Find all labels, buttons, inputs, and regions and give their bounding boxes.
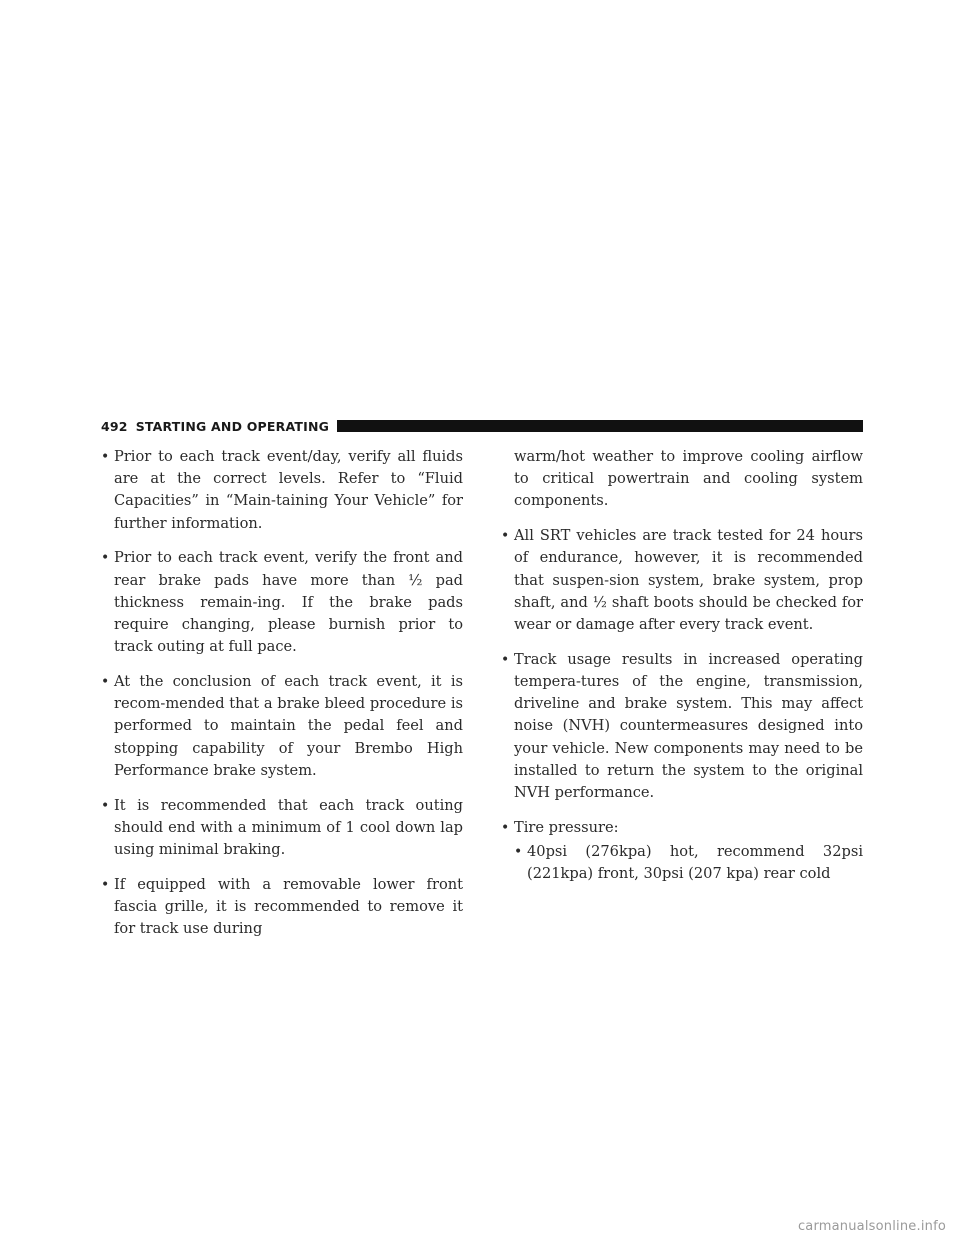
list-item-text: All SRT vehicles are track tested for 24 hours of endurance, however, it is recommended that suspen-sion system, brake system, prop shaft, and ½ shaft boots should be checked for wear or damage after every track event. [514, 527, 863, 634]
list-item-text: If equipped with a removable lower front fascia grille, it is recommended to remove it for track use during [114, 875, 463, 938]
bullet-icon: • [101, 797, 110, 814]
header-rule [337, 420, 863, 432]
list-item [501, 525, 863, 636]
bullet-icon: • [101, 449, 110, 465]
list-item-text: At the conclusion of each track event, it is recom-mended that a brake bleed procedure is performed to maintain the pedal feel and stopping capability of your Brembo High Performance brake system. [114, 673, 463, 779]
list-item-text: Track usage results in increased operating tempera-tures of the engine, transmission, driveline and brake system. This may affect noise (NVH) countermeasures designed into your vehicle. New components may need to be installed to return the system to the original NVH performance. [514, 650, 863, 802]
list-item-text: It is recommended that each track outing should end with a minimum of 1 cool down lap using minimal braking. [114, 796, 463, 859]
sub-list-item [501, 841, 863, 885]
bullet-icon: • [501, 528, 510, 545]
left-column [101, 446, 463, 953]
list-item-text: Prior to each track event, verify the front and rear brake pads have more than ½ pad thickness remain-ing. If the brake pads require changing, please burnish prior to track outing at full pace. [114, 549, 463, 656]
list-item [101, 795, 463, 862]
list-item-continuation: warm/hot weather to improve cooling airflow to critical powertrain and cooling system components. [514, 448, 863, 510]
list-item [501, 649, 863, 804]
sub-list-item-text: 40psi (276kpa) hot, recommend 32psi (221kpa) front, 30psi (207 kpa) rear cold [527, 843, 863, 883]
list-item-text: Tire pressure: [514, 818, 619, 836]
bullet-icon: • [101, 550, 110, 567]
list-item [101, 874, 463, 941]
right-column [501, 446, 863, 897]
bullet-icon: • [101, 876, 110, 893]
section-title: STARTING AND OPERATING [135, 418, 330, 434]
bullet-icon: • [514, 844, 523, 861]
bullet-icon: • [101, 674, 110, 691]
list-item [101, 446, 463, 535]
bullet-icon: • [501, 651, 510, 668]
bullet-icon: • [501, 819, 510, 836]
page-number: 492 [101, 418, 128, 434]
list-item-text: Prior to each track event/day, verify all fluids are at the correct levels. Refer to “Fluid Capacities” in “Main-taining Your Vehicle” for further information. [114, 448, 463, 532]
list-item [501, 817, 863, 839]
page-header [101, 416, 863, 436]
list-item [101, 671, 463, 782]
watermark: carmanualsonline.info [797, 1219, 946, 1234]
list-item [101, 547, 463, 658]
